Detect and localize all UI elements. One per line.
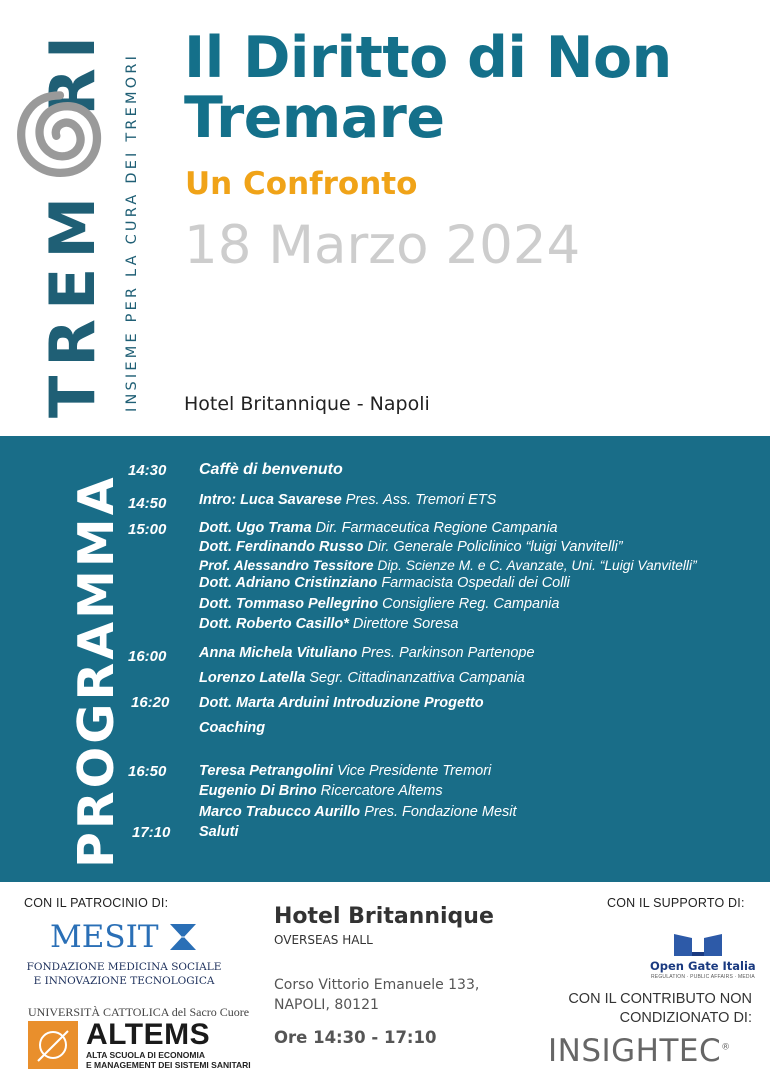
open-gate-logo-icon bbox=[668, 930, 728, 958]
schedule-entry: Teresa Petrangolini Vice Presidente Tremori bbox=[199, 763, 492, 779]
schedule-entry: Anna Michela Vituliano Pres. Parkinson Partenope bbox=[199, 645, 535, 661]
schedule-entry: Eugenio Di Brino Ricercatore Altems bbox=[199, 783, 443, 799]
open-gate-name: Open Gate Italia bbox=[650, 959, 756, 973]
schedule-entry: Lorenzo Latella Segr. Cittadinanzattiva Campania bbox=[199, 670, 525, 686]
open-gate-tagline: REGULATION · PUBLIC AFFAIRS · MEDIA bbox=[651, 974, 755, 980]
slot-time: 16:20 bbox=[131, 694, 170, 711]
page-subtitle: Un Confronto bbox=[185, 166, 418, 202]
altems-subtitle: ALTA SCUOLA DI ECONOMIA E MANAGEMENT DEI SISTEMI SANITARI bbox=[86, 1050, 251, 1070]
schedule-entry: Dott. Roberto Casillo* Direttore Soresa bbox=[199, 616, 459, 632]
altems-logo-text: ALTEMS bbox=[86, 1018, 211, 1051]
slot-time: 14:50 bbox=[128, 495, 167, 512]
spiral-icon bbox=[14, 88, 106, 180]
slot-time: 14:30 bbox=[128, 462, 167, 479]
hotel-name: Hotel Britannique bbox=[274, 904, 494, 929]
mesit-subtitle: FONDAZIONE MEDICINA SOCIALE E INNOVAZIONE TECNOLOGICA bbox=[26, 961, 222, 987]
contribution-label: CON IL CONTRIBUTO NON CONDIZIONATO DI: bbox=[568, 991, 752, 1026]
event-date: 18 Marzo 2024 bbox=[184, 215, 581, 276]
insightec-logo: INSIGHTEC® bbox=[548, 1033, 731, 1069]
page-title: Il Diritto di Non Tremare bbox=[184, 25, 672, 151]
support-label: CON IL SUPPORTO DI: bbox=[607, 896, 745, 910]
program-label: PROGRAMMA bbox=[68, 474, 125, 868]
schedule-entry: Marco Trabucco Aurillo Pres. Fondazione Mesit bbox=[199, 804, 517, 820]
slot-time: 16:00 bbox=[128, 648, 167, 665]
patronage-label: CON IL PATROCINIO DI: bbox=[24, 896, 169, 910]
schedule-entry: Coaching bbox=[199, 720, 266, 736]
schedule-entry: Dott. Ferdinando Russo Dir. Generale Policlinico “luigi Vanvitelli” bbox=[199, 539, 623, 555]
altems-emblem-icon bbox=[28, 1021, 78, 1069]
schedule-entry: Dott. Marta Arduini Introduzione Progetto bbox=[199, 695, 484, 711]
schedule-entry: Caffè di benvenuto bbox=[199, 461, 343, 478]
mesit-logo bbox=[50, 918, 200, 952]
mesit-logo-text: MESIT bbox=[50, 919, 159, 952]
schedule-entry: Intro: Luca Savarese Pres. Ass. Tremori ETS bbox=[199, 492, 497, 508]
slot-time: 17:10 bbox=[132, 824, 171, 841]
tremori-tagline: INSIEME PER LA CURA DEI TREMORI bbox=[124, 52, 140, 412]
hotel-address: Corso Vittorio Emanuele 133, NAPOLI, 80121 bbox=[274, 977, 480, 1013]
event-venue: Hotel Britannique - Napoli bbox=[184, 393, 430, 415]
schedule-entry: Saluti bbox=[199, 824, 239, 840]
schedule-entry: Dott. Adriano Cristinziano Farmacista Ospedali dei Colli bbox=[199, 575, 570, 591]
slot-time: 15:00 bbox=[128, 521, 167, 538]
ucsc-label: UNIVERSITÀ CATTOLICA del Sacro Cuore bbox=[28, 1005, 250, 1019]
tremori-logo-text: TREMRI bbox=[36, 27, 109, 418]
slot-time: 16:50 bbox=[128, 763, 167, 780]
schedule-entry: Dott. Tommaso Pellegrino Consigliere Reg. Campania bbox=[199, 596, 560, 612]
schedule-entry: Prof. Alessandro Tessitore Dip. Scienze M. e C. Avanzate, Uni. “Luigi Vanvitelli” bbox=[199, 558, 697, 573]
tremori-logo bbox=[0, 0, 150, 430]
event-hours: Ore 14:30 - 17:10 bbox=[274, 1028, 437, 1047]
hotel-hall: OVERSEAS HALL bbox=[274, 933, 373, 947]
schedule-entry: Dott. Ugo Trama Dir. Farmaceutica Regione Campania bbox=[199, 520, 558, 536]
